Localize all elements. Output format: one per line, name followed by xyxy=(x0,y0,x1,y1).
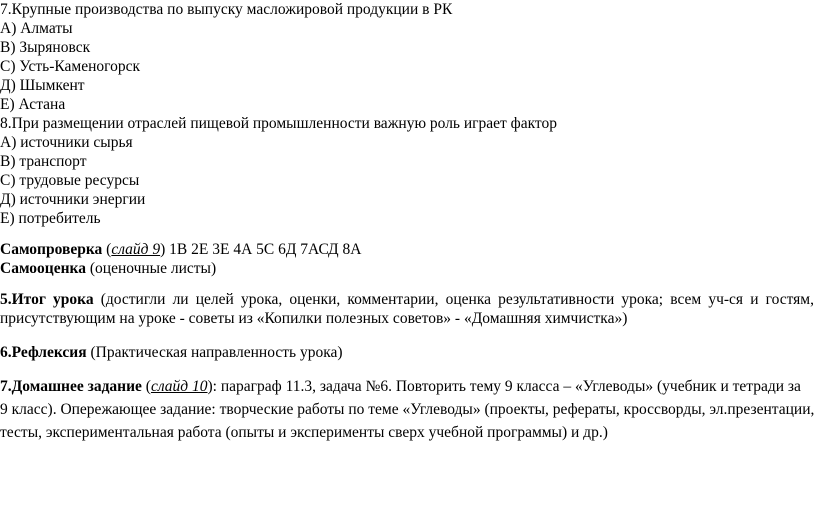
homework-text-1: ): параграф 11.3, задача №6. Повторить тему 9 класса – «Углеводы» (учебник и тетради за xyxy=(207,378,801,395)
selfeval-text: (оценочные листы) xyxy=(85,260,217,277)
summary-line-1 xyxy=(0,291,814,309)
question-8: 8.При размещении отраслей пищевой промышленности важную роль играет фактор xyxy=(0,115,558,132)
q7-option-b: В) Зыряновск xyxy=(0,39,91,56)
q8-option-e: Е) потребитель xyxy=(0,210,101,227)
q7-option-e: Е) Астана xyxy=(0,96,66,113)
q7-option-d: Д) Шымкент xyxy=(0,77,85,94)
q8-option-a: А) источники сырья xyxy=(0,134,133,151)
q8-option-b: В) транспорт xyxy=(0,153,87,170)
summary-label: 5.Итог урока xyxy=(0,291,94,308)
selfcheck-close: ) xyxy=(160,241,166,258)
reflection-text: (Практическая направленность урока) xyxy=(86,344,343,361)
q8-option-d: Д) источники энергии xyxy=(0,191,146,208)
homework-open: ( xyxy=(141,378,151,395)
q7-option-c: С) Усть-Каменогорск xyxy=(0,58,140,75)
slide-9-link[interactable]: слайд 9 xyxy=(111,241,161,258)
question-7: 7.Крупные производства по выпуску масложировой продукции в РК xyxy=(0,1,453,18)
selfeval-line xyxy=(0,260,216,278)
slide-10-link[interactable]: слайд 10 xyxy=(150,378,208,395)
summary-line-2: присутствующим на уроке - советы из «Копилки полезных советов» - «Домашняя химчистка») xyxy=(0,310,628,327)
homework-line-1 xyxy=(0,378,801,396)
selfeval-label: Самооценка xyxy=(0,260,86,277)
q7-option-a: А) Алматы xyxy=(0,20,73,37)
selfcheck-answers: 1В 2Е 3Е 4А 5С 6Д 7АСД 8А xyxy=(165,241,362,258)
summary-text-1: (достигли ли целей урока, оценки, комментарии, оценка результативности урока; всем уч-ся и гостям, xyxy=(93,291,814,308)
reflection-label: 6.Рефлексия xyxy=(0,344,87,361)
selfcheck-line xyxy=(0,241,361,259)
homework-line-2: 9 класс). Опережающее задание: творческие работы по теме «Углеводы» (проекты, рефераты, кроссворды, эл.презентации, xyxy=(0,401,815,418)
homework-label: 7.Домашнее задание xyxy=(0,378,142,395)
reflection-line xyxy=(0,344,343,362)
homework-line-3: тесты, экспериментальная работа (опыты и эксперименты сверх учебной программы) и др.) xyxy=(0,424,608,441)
selfcheck-open: ( xyxy=(102,241,112,258)
q8-option-c: С) трудовые ресурсы xyxy=(0,172,140,189)
selfcheck-label: Самопроверка xyxy=(0,241,103,258)
